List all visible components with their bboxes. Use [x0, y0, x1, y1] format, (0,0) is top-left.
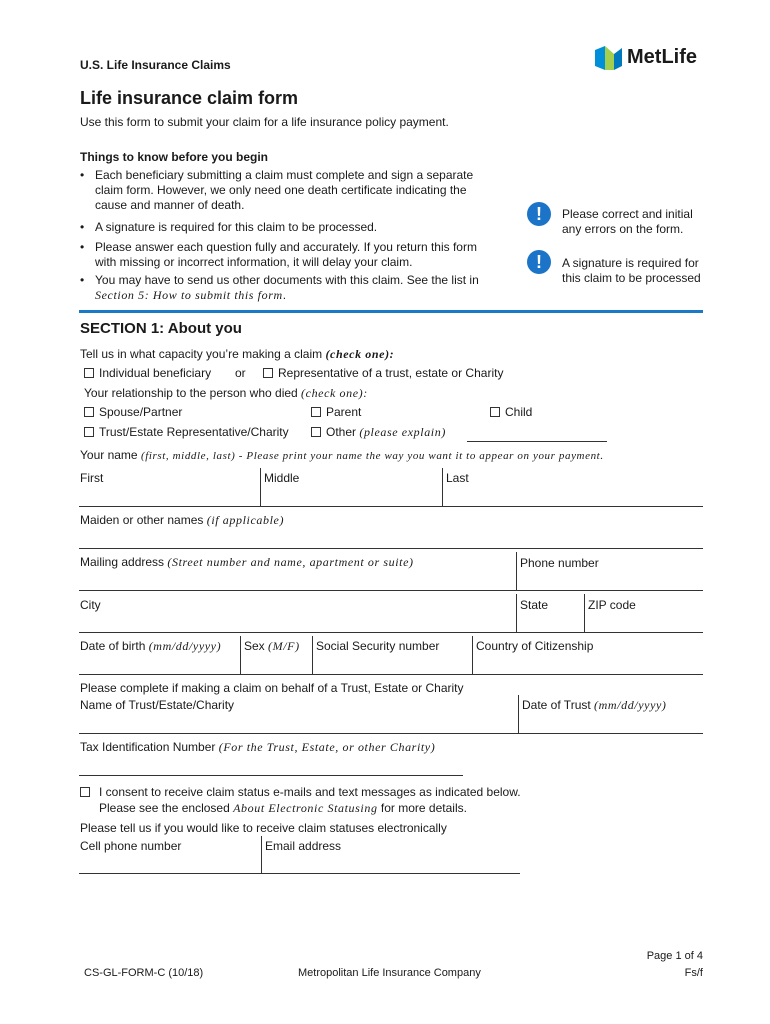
trust-intro: Please complete if making a claim on behalf of a Trust, Estate or Charity	[80, 681, 464, 695]
bullet-text: You may have to send us other documents with this claim. See the list in	[95, 273, 479, 287]
tin-text: Tax Identification Number	[80, 740, 219, 754]
field-divider	[312, 636, 313, 674]
name-label: Your name	[80, 448, 141, 462]
form-id: CS-GL-FORM-C (10/18)	[84, 967, 204, 979]
name-field-line[interactable]	[79, 506, 703, 507]
other-explain-field[interactable]	[467, 441, 607, 442]
capacity-question-hint: (check one):	[325, 347, 395, 361]
trust-date-label	[522, 698, 667, 713]
dob-text: Date of birth	[80, 639, 149, 653]
consent-note-end: for more details.	[377, 801, 467, 815]
company-name: Metropolitan Life Insurance Company	[298, 967, 481, 979]
field-divider	[518, 695, 519, 733]
field-divider	[516, 594, 517, 632]
sex-label	[244, 639, 300, 654]
checkbox[interactable]	[84, 368, 94, 378]
bullet-text: Please answer each question fully and accurately. If you return this form with missing or incorrect information, it will delay your claim.	[95, 240, 477, 269]
bullet-text-end: .	[282, 288, 287, 302]
option-label: Individual beneficiary	[99, 366, 212, 380]
bullet-item: • Please answer each question fully and accurately. If you return this form with missing or incorrect information, it will delay your claim.	[80, 240, 480, 270]
mailing-address-label	[80, 555, 414, 570]
rel-parent[interactable]	[311, 405, 361, 419]
section-divider	[79, 310, 703, 313]
field-divider	[240, 636, 241, 674]
checkbox[interactable]	[80, 787, 90, 797]
trust-date-hint: (mm/dd/yyyy)	[594, 698, 667, 712]
mailing-field-line[interactable]	[79, 590, 703, 591]
field-divider	[472, 636, 473, 674]
metlife-logo	[595, 44, 705, 72]
electronic-status-text: Please tell us if you would like to receive claim statuses electronically	[80, 821, 447, 835]
contact-field-line[interactable]	[79, 873, 520, 874]
rel-spouse[interactable]	[84, 405, 182, 419]
city-label: City	[80, 598, 101, 612]
field-divider	[261, 836, 262, 874]
checkbox[interactable]	[84, 427, 94, 437]
alert-text-corrections: Please correct and initial any errors on the form.	[562, 207, 693, 236]
dob-field-line[interactable]	[79, 674, 703, 675]
tin-hint: (For the Trust, Estate, or other Charity)	[218, 740, 436, 754]
field-divider	[260, 468, 261, 506]
alert-text-signature: A signature is required for this claim to be processed	[562, 256, 701, 285]
last-name-label: Last	[446, 471, 469, 485]
state-label: State	[520, 598, 549, 612]
zip-code-label: ZIP code	[588, 598, 636, 612]
ssn-label: Social Security number	[316, 639, 440, 653]
things-heading: Things to know before you begin	[80, 150, 268, 164]
option-label: Representative of a trust, estate or Charity	[278, 366, 504, 380]
dob-hint: (mm/dd/yyyy)	[148, 639, 222, 653]
consent-note-text: Please see the enclosed	[99, 801, 234, 815]
city-field-line[interactable]	[79, 632, 703, 633]
option-label: Trust/Estate Representative/Charity	[99, 425, 289, 439]
bullet-text: Each beneficiary submitting a claim must complete and sign a separate claim form. However, we only need one death certificate indicating the cause and manner of death.	[95, 168, 474, 212]
field-divider	[516, 552, 517, 590]
option-label: Spouse/Partner	[99, 405, 183, 419]
bullet-text-italic: Section 5: How to submit this form	[95, 288, 283, 302]
option-label: Parent	[326, 405, 362, 419]
option-representative[interactable]	[263, 366, 503, 380]
phone-number-label: Phone number	[520, 556, 599, 570]
rel-child[interactable]	[490, 405, 532, 419]
relationship-question-text: Your relationship to the person who died	[84, 386, 302, 400]
relationship-question-hint: (check one):	[301, 386, 368, 400]
consent-option[interactable]	[80, 785, 95, 799]
option-hint: (please explain)	[359, 425, 446, 439]
checkbox[interactable]	[311, 427, 321, 437]
email-label: Email address	[265, 839, 342, 853]
trust-date-text: Date of Trust	[522, 698, 595, 712]
or-text: or	[235, 366, 246, 380]
checkbox[interactable]	[311, 407, 321, 417]
tin-field-line[interactable]	[79, 775, 463, 776]
maiden-name-hint: (if applicable)	[206, 513, 285, 527]
mailing-address-hint: (Street number and name, apartment or suite)	[167, 555, 414, 569]
relationship-question	[84, 386, 368, 401]
bullet-item: • A signature is required for this claim to be processed.	[80, 220, 480, 235]
field-divider	[442, 468, 443, 506]
checkbox[interactable]	[490, 407, 500, 417]
consent-note	[99, 801, 467, 816]
sex-hint: (M/F)	[268, 639, 300, 653]
first-name-label: First	[80, 471, 104, 485]
option-label: Child	[505, 405, 533, 419]
rel-other[interactable]	[311, 425, 446, 440]
tin-label	[80, 740, 435, 755]
trust-name-label: Name of Trust/Estate/Charity	[80, 698, 235, 712]
form-category-label: U.S. Life Insurance Claims	[80, 58, 231, 72]
citizenship-label: Country of Citizenship	[476, 639, 594, 653]
page-number: Page 1 of 4	[646, 950, 703, 962]
bullet-item: • Each beneficiary submitting a claim must complete and sign a separate claim form. However, we only need one death certificate indicating the cause and manner of death.	[80, 168, 480, 213]
metlife-logo-text: MetLife	[627, 46, 697, 68]
form-code: Fs/f	[684, 967, 703, 979]
page-title: Life insurance claim form	[80, 88, 299, 108]
checkbox[interactable]	[84, 407, 94, 417]
consent-note-italic: About Electronic Statusing	[233, 801, 378, 815]
dob-label	[80, 639, 221, 654]
metlife-logo-icon	[595, 44, 625, 72]
section-heading: SECTION 1: About you	[80, 320, 242, 337]
sex-text: Sex	[244, 639, 269, 653]
maiden-name-label	[80, 513, 284, 528]
option-individual[interactable]	[84, 366, 211, 380]
maiden-name-field-line[interactable]	[79, 548, 703, 549]
name-question	[80, 448, 604, 462]
consent-text: I consent to receive claim status e-mails and text messages as indicated below.	[99, 785, 521, 799]
name-hint: (first, middle, last) - Please print your name the way you want it to appear on your payment.	[140, 450, 604, 462]
cell-phone-label: Cell phone number	[80, 839, 182, 853]
rel-trust[interactable]	[84, 425, 289, 439]
exclamation-icon: !	[527, 250, 551, 274]
bullet-item: • You may have to send us other documents with this claim. See the list in Section 5: How to submit this form.	[80, 273, 479, 302]
maiden-name-text: Maiden or other names	[80, 513, 207, 527]
bullet-text: A signature is required for this claim to be processed.	[95, 220, 378, 234]
checkbox[interactable]	[263, 368, 273, 378]
field-divider	[584, 594, 585, 632]
option-label: Other	[326, 425, 360, 439]
exclamation-icon: !	[527, 202, 551, 226]
capacity-question	[80, 347, 394, 362]
middle-name-label: Middle	[264, 471, 300, 485]
trust-field-line[interactable]	[79, 733, 703, 734]
intro-text: Use this form to submit your claim for a life insurance policy payment.	[80, 115, 449, 129]
capacity-question-text: Tell us in what capacity you’re making a claim	[80, 347, 326, 361]
mailing-address-text: Mailing address	[80, 555, 168, 569]
